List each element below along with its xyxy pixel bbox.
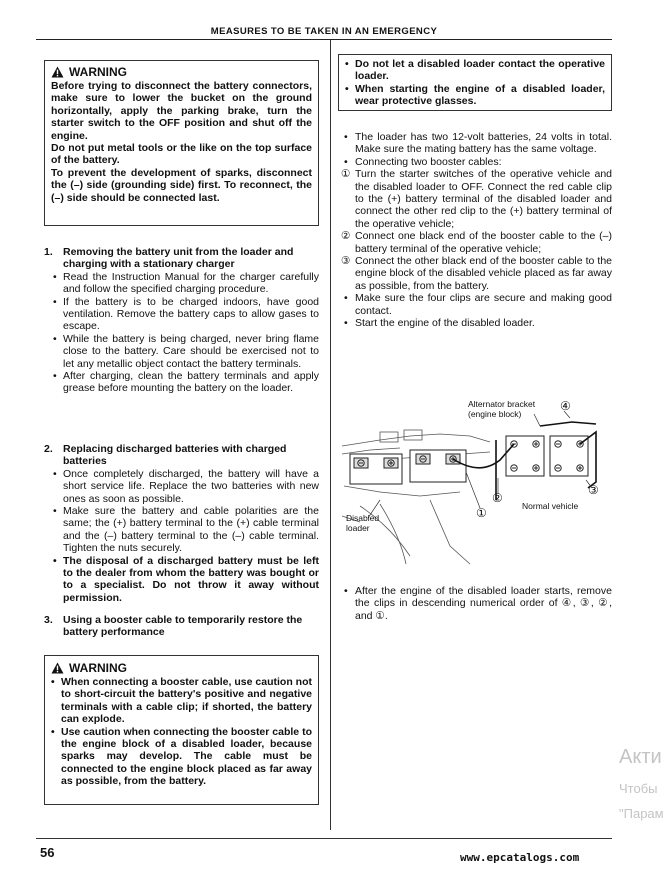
booster-cable-diagram [340, 396, 612, 566]
bullet-list [341, 131, 612, 168]
disabled-loader-batteries [350, 450, 466, 484]
warning-list [345, 58, 605, 108]
section-number: 2. [44, 443, 53, 455]
warning-paragraph: Do not put metal tools or the like on the top surface of the battery. [51, 142, 312, 167]
section-replacing-batteries [44, 443, 319, 604]
list-item: • The loader has two 12-volt batteries, 24 volts in total. Make sure the mating battery has the same voltage. [341, 131, 612, 156]
marker-1: ① [476, 506, 487, 520]
warning-list-item: • When connecting a booster cable, use caution not to short-circuit the battery's positive and negative terminals with a cable clip; if shorted, the battery can explode. [51, 676, 312, 726]
step-text: Connect one black end of the booster cable to the (–) battery terminal of the operative vehicle; [355, 230, 612, 255]
list-item: • Once completely discharged, the battery will have a short service life. Replace the two batteries with new ones as soon as possible. [44, 468, 319, 505]
activation-watermark-line3: "Парам [619, 806, 664, 821]
warning-title-text: WARNING [69, 65, 127, 79]
warning-paragraph: Before trying to disconnect the battery connectors, make sure to lower the bucket on the ground horizontally, apply the parking brake, turn the starter switch to the OFF position and shut off the engine. [51, 80, 312, 142]
bullet-list [341, 585, 612, 622]
warning-list-item: • Do not let a disabled loader contact the operative loader. [345, 58, 605, 83]
label-alternator-bracket: Alternator bracket [468, 399, 536, 409]
list-item-bold: • The disposal of a discharged battery must be left to the dealer from whom the battery was bought or to a specialist. Do not throw it away without permission. [44, 555, 319, 605]
step-marker: ③ [341, 255, 351, 268]
section-removing-battery [44, 246, 319, 395]
list-item: • Read the Instruction Manual for the charger carefully and follow the specified charging procedure. [44, 271, 319, 296]
list-item: • Connecting two booster cables: [341, 156, 612, 168]
step-marker: ② [341, 230, 351, 243]
section-bullet-list [44, 271, 319, 395]
warning-list [51, 676, 312, 788]
section-heading [44, 614, 319, 639]
step-marker: ① [341, 168, 351, 181]
header-divider [36, 39, 612, 40]
label-engine-block: (engine block) [468, 409, 522, 419]
list-item: • After charging, clean the battery terminals and apply grease before mounting the battery on the loader. [44, 370, 319, 395]
section-number: 1. [44, 246, 53, 258]
bullet-list [341, 292, 612, 329]
booster-instructions [341, 131, 612, 330]
section-heading-text: Removing the battery unit from the loader and charging with a stationary charger [63, 246, 294, 271]
normal-vehicle-batteries [506, 436, 588, 476]
warning-title-text: WARNING [69, 661, 127, 675]
list-item: • If the battery is to be charged indoors, have good ventilation. Remove the battery caps to allow gases to escape. [44, 296, 319, 333]
marker-3: ③ [588, 483, 599, 497]
step-item [341, 255, 612, 292]
label-disabled: Disabled [346, 513, 380, 523]
section-booster-cable [44, 614, 319, 639]
label-normal-vehicle: Normal vehicle [522, 501, 579, 511]
warning-list-item: • When starting the engine of a disabled loader, wear protective glasses. [345, 83, 605, 108]
step-item [341, 230, 612, 255]
step-text: Turn the starter switches of the operative vehicle and the disabled loader to OFF. Connect the red cable clip to the (+) battery terminal of the disabled loader and connect the other red clip to the (+) battery terminal of the operative vehicle; [355, 168, 612, 230]
page-header-title: MEASURES TO BE TAKEN IN AN EMERGENCY [210, 26, 438, 37]
list-item: • While the battery is being charged, never bring flame close to the battery. Care should be exercised not to let any metallic object contact the battery terminals. [44, 333, 319, 370]
after-start-instructions [341, 585, 612, 622]
label-loader: loader [346, 523, 370, 533]
marker-2: ② [492, 491, 503, 505]
warning-box-battery-disconnect [44, 60, 319, 226]
warning-title [51, 661, 312, 675]
warning-box-booster-cable [44, 655, 319, 805]
warning-list-item: • Use caution when connecting the booster cable to the engine block of a disabled loader, because sparks may develop. The cable must be connected to the engine block placed as far away as possible, from the battery. [51, 726, 312, 788]
warning-box-continuation [338, 54, 612, 111]
list-item: • After the engine of the disabled loader starts, remove the clips in descending numerical order of ④, ③, ②, and ①. [341, 585, 612, 622]
step-text: Connect the other black end of the booster cable to the engine block of the disabled vehicle placed as far away as possible, from the battery. [355, 255, 612, 292]
warning-title [51, 65, 312, 79]
activation-watermark-line1: Акти [619, 746, 662, 768]
column-divider [330, 40, 331, 830]
page-number: 56 [40, 845, 55, 860]
activation-watermark-line2: Чтобы [619, 781, 658, 796]
warning-triangle-icon [51, 66, 64, 78]
section-heading [44, 246, 319, 271]
section-heading [44, 443, 319, 468]
section-number: 3. [44, 614, 53, 626]
section-bullet-list [44, 468, 319, 604]
warning-triangle-icon [51, 662, 64, 674]
section-heading-text: Using a booster cable to temporarily restore the battery performance [63, 614, 303, 639]
list-item: • Make sure the four clips are secure and making good contact. [341, 292, 612, 317]
step-item [341, 168, 612, 230]
list-item: • Make sure the battery and cable polarities are the same; the (+) battery terminal to the (+) cable terminal and the (–) battery terminal to the (–) cable terminal. Tighten the nuts securely. [44, 505, 319, 555]
section-heading-text: Replacing discharged batteries with charged batteries [63, 443, 287, 468]
footer-url: www.epcatalogs.com [460, 851, 580, 864]
list-item: • Start the engine of the disabled loader. [341, 317, 612, 329]
marker-4: ④ [560, 399, 571, 413]
warning-paragraph: To prevent the development of sparks, disconnect the (–) side (grounding side) first. To reconnect, the (–) side should be connected last. [51, 166, 312, 204]
footer-divider [36, 838, 612, 839]
